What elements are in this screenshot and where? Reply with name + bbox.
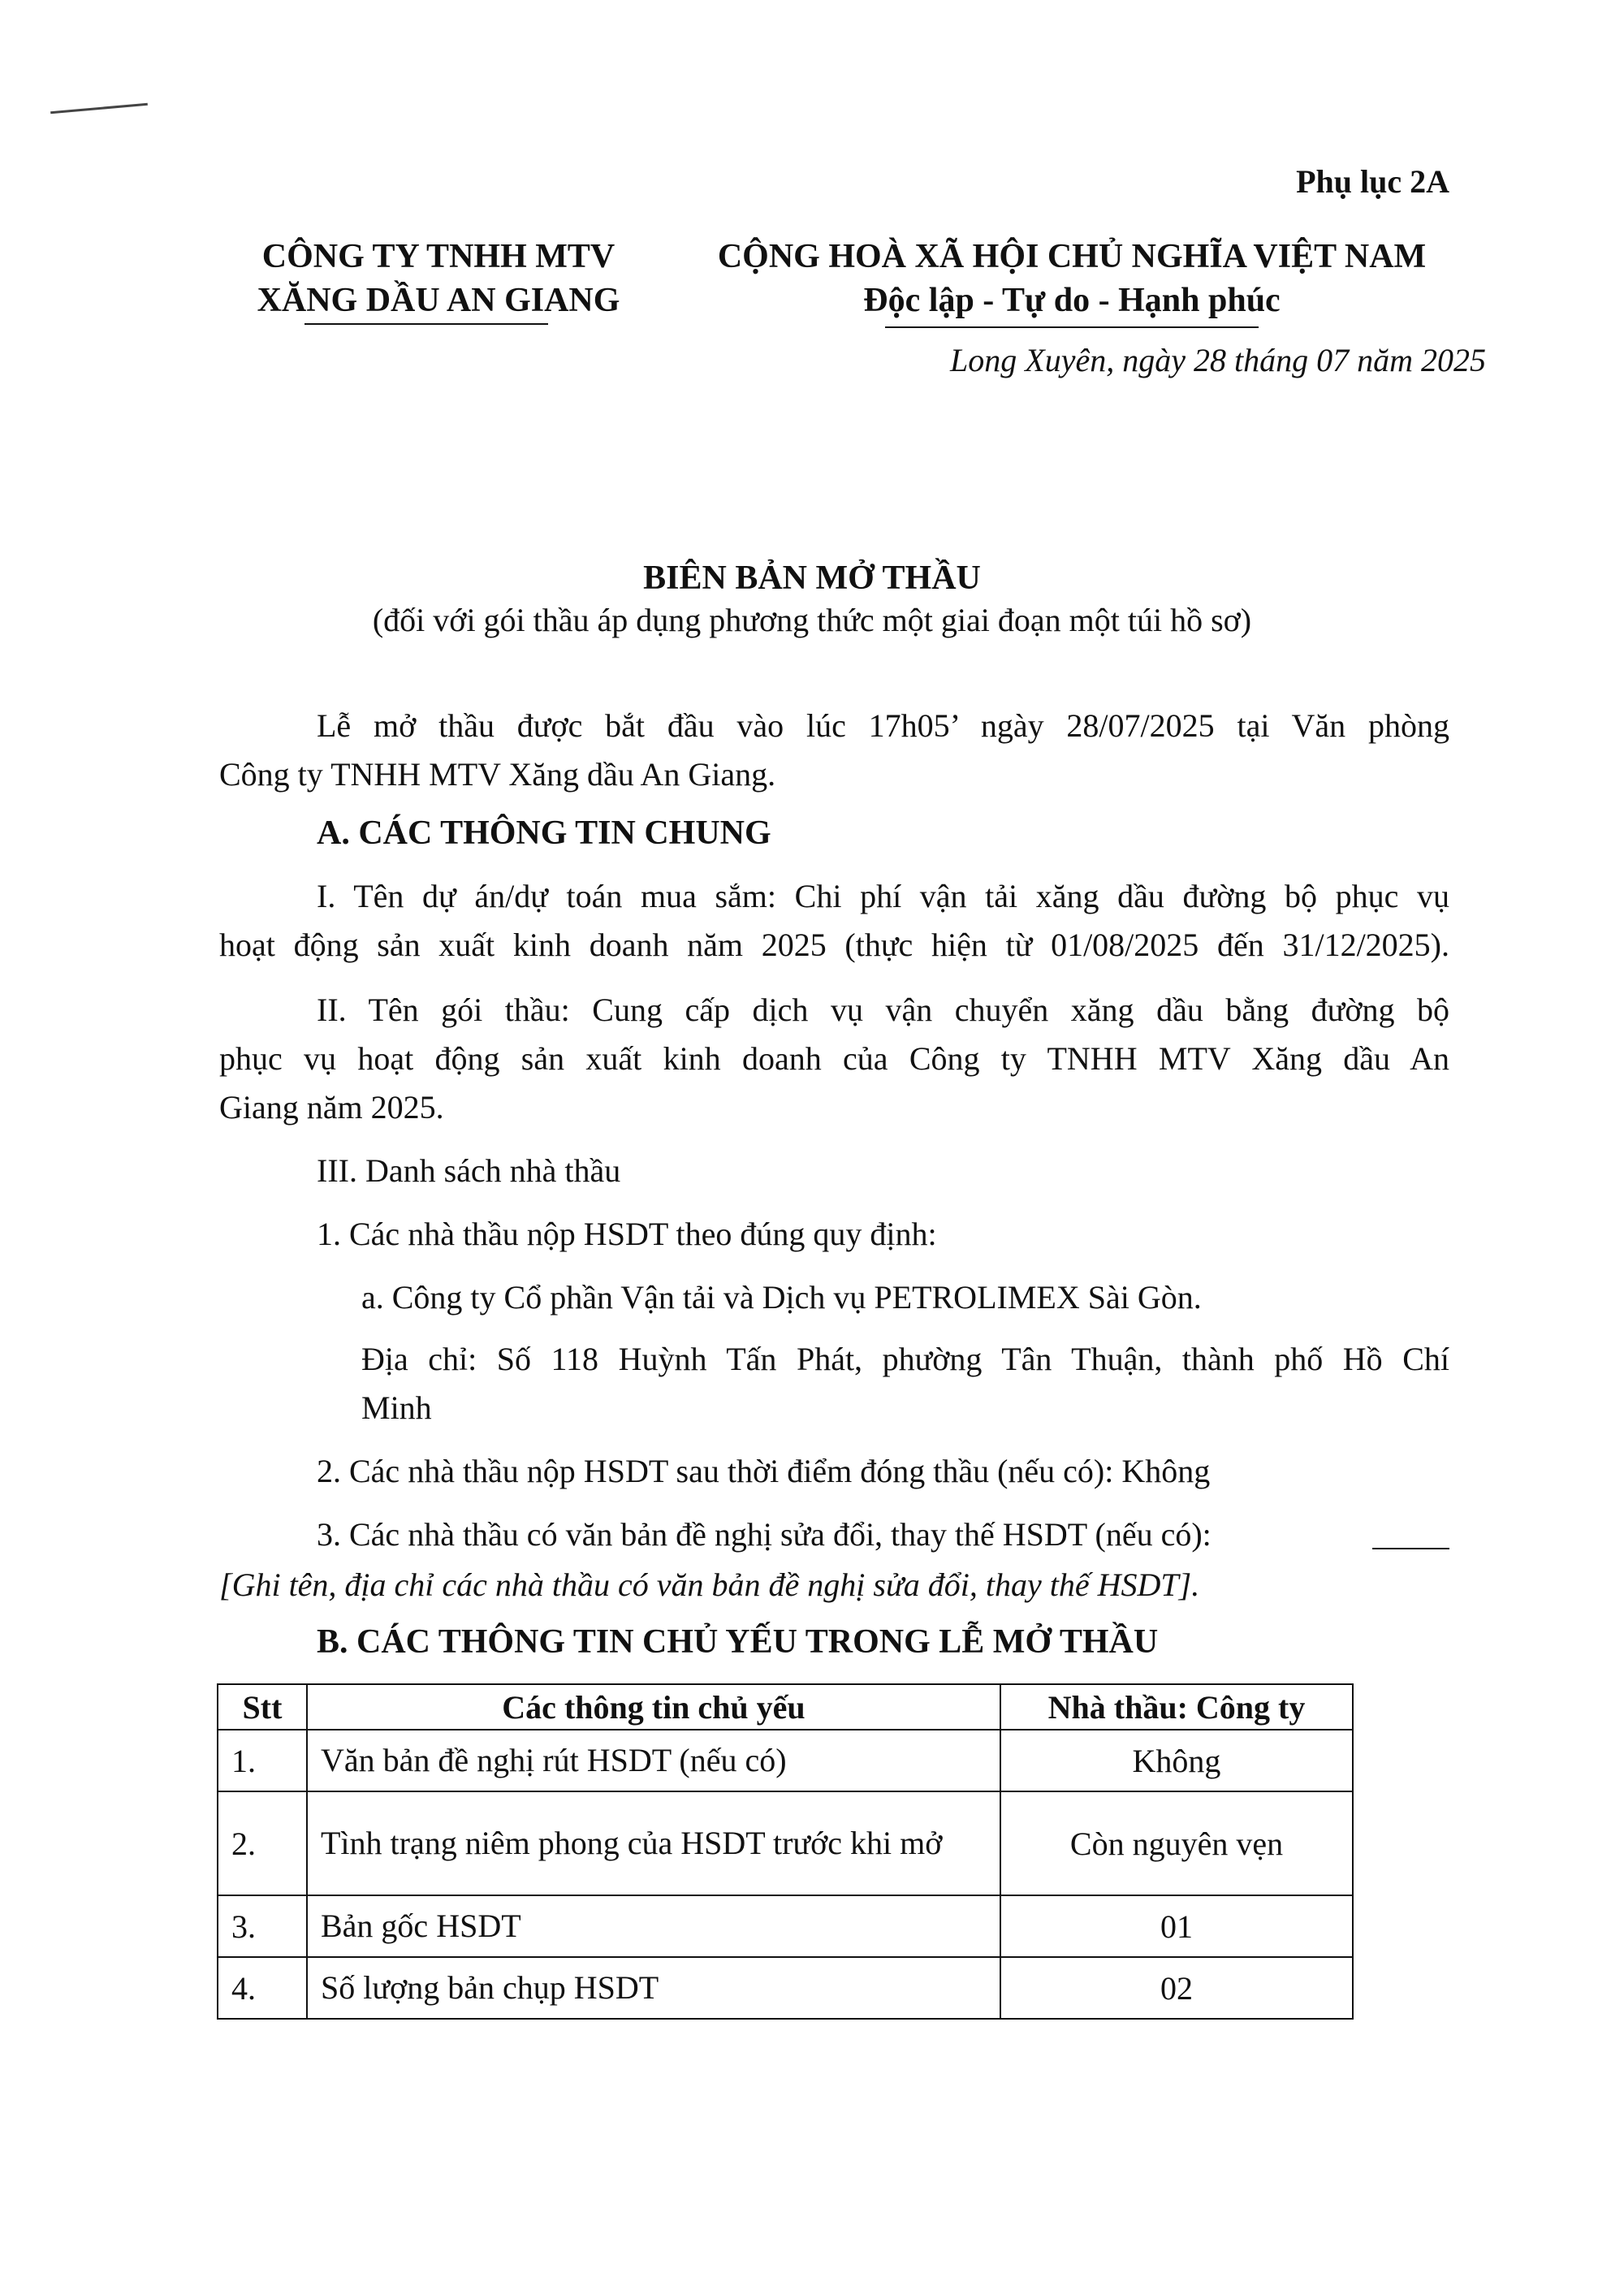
section-a-heading: A. CÁC THÔNG TIN CHUNG — [317, 814, 771, 852]
document-title: BIÊN BẢN MỞ THẦU — [643, 560, 981, 597]
motto-underline — [885, 326, 1259, 328]
fill-in-blank — [1372, 1548, 1449, 1549]
bidders-item1: 1. Các nhà thầu nộp HSDT theo đúng quy định: — [317, 1216, 937, 1252]
bidders-item3: 3. Các nhà thầu có văn bản đề nghị sửa đổi, thay thế HSDT (nếu có): — [317, 1516, 1212, 1553]
nation-motto: Độc lập - Tự do - Hạnh phúc — [863, 282, 1281, 319]
table-cell: 2. — [218, 1791, 307, 1895]
nation-title: CỘNG HOÀ XÃ HỘI CHỦ NGHĨA VIỆT NAM — [717, 238, 1427, 275]
bidder-address-line1: Địa chỉ: Số 118 Huỳnh Tấn Phát, phường Tân Thuận, thành phố Hồ Chí — [361, 1341, 1449, 1377]
org-name-line2: XĂNG DẦU AN GIANG — [257, 282, 620, 319]
table-cell: Bản gốc HSDT — [307, 1895, 1000, 1957]
intro-line1: Lễ mở thầu được bắt đầu vào lúc 17h05’ ngày 28/07/2025 tại Văn phòng — [317, 707, 1449, 744]
table-cell: 3. — [218, 1895, 307, 1957]
table-header-cell: Các thông tin chủ yếu — [307, 1684, 1000, 1730]
table-cell: 1. — [218, 1730, 307, 1791]
scan-mark — [50, 103, 148, 114]
project-line2: hoạt động sản xuất kinh doanh năm 2025 (thực hiện từ 01/08/2025 đến 31/12/2025). — [219, 927, 1449, 963]
table-row — [218, 1957, 1353, 2019]
table-header-cell: Stt — [218, 1684, 307, 1730]
table-cell: Văn bản đề nghị rút HSDT (nếu có) — [307, 1730, 1000, 1791]
table-cell: 4. — [218, 1957, 307, 2019]
appendix-label: Phụ lục 2A — [1296, 163, 1449, 200]
table-header-row — [218, 1684, 1353, 1730]
table-cell: Còn nguyên vẹn — [1000, 1791, 1353, 1895]
table-row — [218, 1895, 1353, 1957]
table-cell: Không — [1000, 1730, 1353, 1791]
opening-info-table — [217, 1683, 1354, 2020]
table-cell: 01 — [1000, 1895, 1353, 1957]
document-date: Long Xuyên, ngày 28 tháng 07 năm 2025 — [950, 342, 1486, 378]
table-cell: Số lượng bản chụp HSDT — [307, 1957, 1000, 2019]
package-line2: phục vụ hoạt động sản xuất kinh doanh của Công ty TNHH MTV Xăng dầu An — [219, 1040, 1449, 1077]
org-underline — [304, 323, 548, 325]
package-line1: II. Tên gói thầu: Cung cấp dịch vụ vận chuyển xăng dầu bằng đường bộ — [317, 992, 1449, 1028]
table-header-cell: Nhà thầu: Công ty — [1000, 1684, 1353, 1730]
table-cell: Tình trạng niêm phong của HSDT trước khi mở — [307, 1791, 1000, 1895]
table-row — [218, 1730, 1353, 1791]
table-row — [218, 1791, 1353, 1895]
bidders-item2: 2. Các nhà thầu nộp HSDT sau thời điểm đóng thầu (nếu có): Không — [317, 1453, 1211, 1489]
intro-line2: Công ty TNHH MTV Xăng dầu An Giang. — [219, 756, 776, 793]
project-line1: I. Tên dự án/dự toán mua sắm: Chi phí vận tải xăng dầu đường bộ phục vụ — [317, 878, 1449, 914]
section-b-heading: B. CÁC THÔNG TIN CHỦ YẾU TRONG LỄ MỞ THẦU — [317, 1623, 1159, 1661]
document-subtitle: (đối với gói thầu áp dụng phương thức một giai đoạn một túi hồ sơ) — [372, 602, 1252, 638]
bidders-heading: III. Danh sách nhà thầu — [317, 1152, 621, 1189]
package-line3: Giang năm 2025. — [219, 1089, 444, 1126]
bidders-item3-note: [Ghi tên, địa chỉ các nhà thầu có văn bản đề nghị sửa đổi, thay thế HSDT]. — [219, 1566, 1200, 1603]
table-cell: 02 — [1000, 1957, 1353, 2019]
bidder-name: a. Công ty Cổ phần Vận tải và Dịch vụ PETROLIMEX Sài Gòn. — [361, 1279, 1202, 1316]
bidder-address-line2: Minh — [361, 1389, 432, 1426]
org-name-line1: CÔNG TY TNHH MTV — [261, 238, 615, 275]
